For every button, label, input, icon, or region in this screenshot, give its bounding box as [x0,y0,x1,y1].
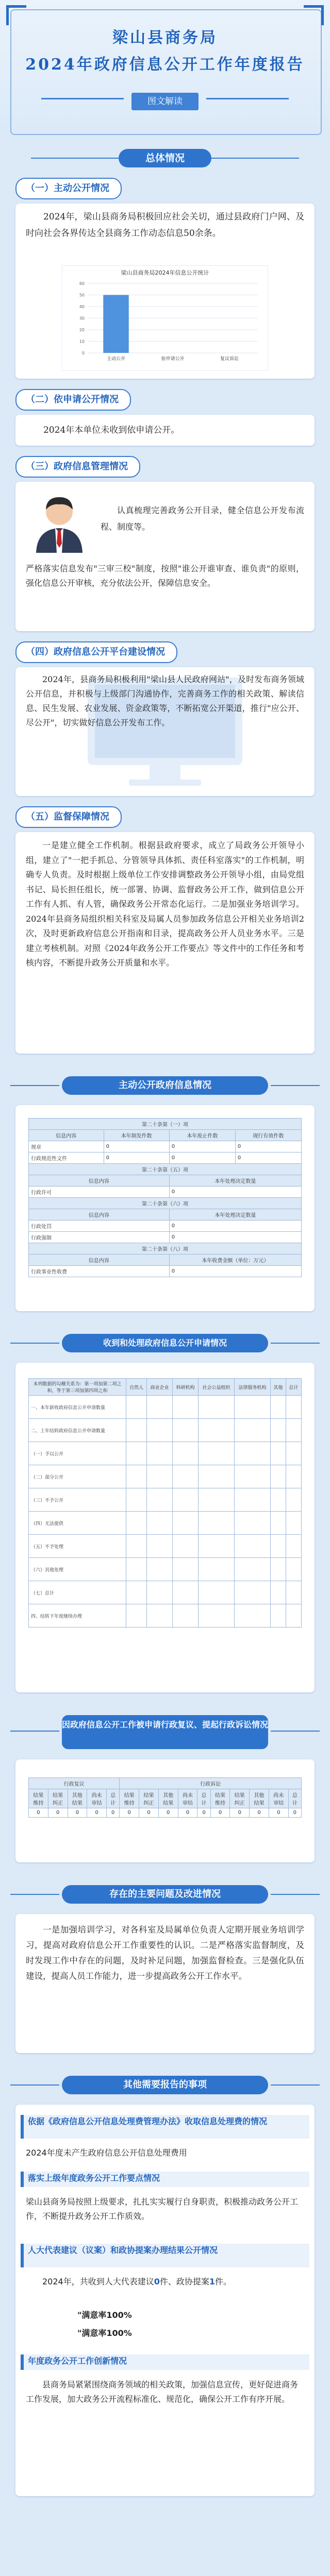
table-row: （四）无法提供 [29,1512,302,1535]
table-header: 结果纠正 [48,1789,68,1808]
table-row: 行政事业性收费 0 [29,1266,302,1277]
platform-card [15,667,315,796]
table-group-label: 第二十条第（一）项 [29,1118,302,1130]
chart-y-tick: 40 [79,304,85,309]
item-title-proposals: 人大代表建议（议案）和政协提案办理结果公开情况 [21,2244,309,2267]
table-header: 尚未审结 [269,1789,288,1808]
request-table [28,1378,302,1628]
table-header: 尚未审结 [87,1789,107,1808]
table-row: （五）不予处理 [29,1535,302,1558]
table-group-label: 第二十条第（八）项 [29,1243,302,1255]
supervision-text: 一是建立健全工作机制。根据县政府要求，成立了局政务公开领导小组，建立了"一把手抓总、分管领导具体抓、责任科室落实"的工作机制，明确专人负责。及时根据上级单位工作安排调整政务公开领导小组，由局党组书记、局长担任组长，统一部署、协调、监督政务公开工作，做到信息公开工作有人抓、有人管，确保政务公开常态化运行。二是加强业务培训学习。2024年县商务局组织相关科室及局属人员参加政务信息公开相关业务培训2次，及时更新政府信息公开指南和目录，提高政务公开人员业务水平。三是建立考核机制。对照《2024年政务公开工作要点》等文件中的工作任务和考核内容，不断提升政务公开质量和水平。 [26,840,304,968]
sub-title-supervision: （五）监督保障情况 [15,806,122,828]
table-header: 本年收费金额（单位：万元） [169,1255,301,1266]
table-header: 本年处理决定数量 [169,1175,301,1187]
divider [206,98,289,99]
chart-y-tick: 20 [79,328,85,332]
review-table-card [15,1759,315,1862]
org-title: 梁山县商务局 [112,29,218,47]
divider [41,98,124,99]
chart-y-tick: 0 [81,351,85,355]
table-header: 自然人 [126,1379,147,1396]
table-row: （一）予以公开 [29,1442,302,1465]
table-header: 总计 [107,1789,120,1808]
item-text-innovation: 县商务局紧紧围绕商务领域的相关政策，加强信息宣传，更好促进商务工作发展，加大政务公开流程标准化、规范化，确保公开工作有序开展。 [26,2380,299,2404]
section-title: 因政府信息公开工作被申请行政复议、提起行政诉讼情况 [62,1715,268,1749]
table-header: 信息内容 [29,1175,170,1187]
table-header: 商业企业 [147,1379,173,1396]
satisfaction-1: "满意率100% [77,2310,132,2320]
item-title-tasks: 落实上级年度政务公开工作要点情况 [21,2172,309,2187]
table-header: 总计 [197,1789,210,1808]
table-row: 行政强制 0 [29,1232,302,1243]
table-header: 结果纠正 [139,1789,159,1808]
table-header: 科研机构 [172,1379,198,1396]
corner-decoration [6,5,26,25]
table-group-label: 第二十条第（六）项 [29,1198,302,1209]
sub-title-platform: （四）政府信息公开平台建设情况 [15,641,177,663]
management-text-a: 认真梳理完善政务公开目录，健全信息公开发布流程、制度等。 [101,505,304,532]
table-row: 行政处罚 0 [29,1221,302,1232]
table-row: 四、结转下年度继续办理 [29,1604,302,1628]
active-text: 2024年，梁山县商务局积极回应社会关切，通过县政府门户网、及时向社会各界传达全县商务工作动态信息50余条。 [26,212,304,239]
item-title-fee: 依据《政府信息公开信息处理费管理办法》收取信息处理费的情况 [21,2115,309,2139]
table-group-label: 行政诉讼 [120,1778,302,1789]
chart-stats [62,265,268,371]
satisfaction-2: "满意率100% [77,2328,132,2338]
section-title: 收到和处理政府信息公开申请情况 [62,1334,268,1352]
table-header: 结果纠正 [230,1789,250,1808]
table-row: （二）部分公开 [29,1465,302,1488]
problems-text: 一是加强培训学习，对各科室及局属单位负责人定期开展业务培训学习，提高对政府信息公开工作重要性的认识。二是严格落实监督制度，及时发现工作中存在的问题，及时补足问题，加强监督检查。三是强化队伍建设，提高人员工作能力，进一步提高政务公开工作水平。 [26,1925,304,1981]
table-row: （三）不予公开 [29,1488,302,1512]
table-header: 其他结果 [68,1789,87,1808]
table-header: 信息内容 [29,1209,170,1221]
chart-x-tick: 依申请公开 [161,357,185,362]
table-row: （七）总计 [29,1581,302,1604]
platform-text: 2024年，县商务局积极利用"梁山县人民政府网站"，及时发布商务领域公开信息，并积极与上级部门沟通协作，完善商务工作的相关政策、解读信息、民生发展、农业发展、资金政策等，不断拓宽公开渠道，推行"应公开、尽公开"，切实做好信息公开发布工作。 [26,674,304,727]
table-header: 法律服务机构 [234,1379,270,1396]
chart-y-tick: 10 [79,339,85,344]
section-title: 总体情况 [119,149,211,167]
review-table [28,1777,302,1818]
active-table [28,1118,302,1277]
table-header: 其他 [270,1379,286,1396]
table-row: 行政规范性文件 0 0 0 [29,1153,302,1164]
table-header: 结果维持 [120,1789,139,1808]
section-banner-request-table [0,1332,330,1354]
chart-title: 梁山县商务局2024年信息公开统计 [121,269,209,276]
corner-decoration [304,5,324,25]
table-header: 本年废止件数 [169,1130,235,1141]
chart-bar [103,295,129,353]
table-row: 0 0 0 0 0 0 0 0 0 0 0 0 0 0 0 [29,1808,302,1818]
table-row: 行政许可 0 [29,1187,302,1198]
request-table-card [15,1363,315,1692]
section-title: 其他需要报告的事项 [62,2076,268,2094]
table-row: （六）其他处理 [29,1558,302,1581]
sub-title-request: （二）依申请公开情况 [15,389,131,411]
sub-title-active: （一）主动公开情况 [15,178,122,199]
table-row: 一、本年新收政府信息公开申请数量 [29,1396,302,1419]
table-header: 信息内容 [29,1255,170,1266]
chart-x-tick: 复议诉讼 [220,357,239,362]
table-header: 总计 [288,1789,301,1808]
chart-x-tick: 主动公开 [106,357,126,362]
report-header [0,0,330,139]
active-card [15,204,315,379]
graphic-interpretation-tag: 图文解读 [131,93,199,110]
table-header: 本年处理决定数量 [169,1209,301,1221]
request-card [15,415,315,446]
table-header: 结果维持 [29,1789,48,1808]
item-title-innovation: 年度政务公开工作创新情况 [21,2354,309,2370]
management-card [15,482,315,631]
supervision-card [15,832,315,1054]
section-banner-other [0,2074,330,2096]
table-header: 本列数据的勾稽关系为：第一项加第二项之和，等于第三项加第四项之和 [29,1379,126,1396]
table-header: 本年制发件数 [104,1130,169,1141]
item-text-tasks: 梁山县商务局按照上级要求，扎扎实实履行自身职责，积极推动政务公开工作，不断提升政务公开工作质效。 [26,2197,299,2221]
section-title: 主动公开政府信息情况 [62,1076,268,1095]
table-header: 尚未审结 [178,1789,197,1808]
table-header: 其他结果 [158,1789,178,1808]
sub-title-management: （三）政府信息管理情况 [15,456,140,478]
item-text-proposals: 2024年，共收到人大代表建议0件、政协提案1件。 [42,2277,232,2286]
other-card [15,2105,315,2496]
item-text-fee: 2024年度未产生政府信息公开信息处理费用 [26,2148,187,2158]
table-group-label: 第二十条第（五）项 [29,1164,302,1175]
section-banner-active-table [0,1074,330,1097]
section-title: 存在的主要问题及改进情况 [62,1885,268,1904]
person-icon [31,492,88,554]
problems-card [15,1914,315,2053]
table-header: 社会公益组织 [198,1379,234,1396]
chart-y-tick: 30 [79,316,85,321]
table-header: 其他结果 [250,1789,269,1808]
chart-bars [103,295,129,353]
chart-y-tick: 50 [79,293,85,298]
management-text-b: 严格落实信息发布"三审三校"制度，按照"谁公开谁审查、谁负责"的原则，强化信息公开审核，充分依法公开，保障信息安全。 [26,564,304,588]
table-header: 现行有效件数 [235,1130,301,1141]
section-banner-review-table [0,1713,330,1749]
section-banner-problems [0,1883,330,1906]
chart-y-tick: 60 [79,281,85,286]
table-row: 二、上年结转政府信息公开申请数量 [29,1419,302,1442]
table-header: 总计 [286,1379,301,1396]
table-group-label: 行政复议 [29,1778,120,1789]
active-table-card [15,1105,315,1311]
request-text: 2024年本单位未收到依申请公开。 [43,425,180,435]
table-header: 信息内容 [29,1130,104,1141]
section-banner-overview [0,147,330,170]
report-title: 2024年政府信息公开工作年度报告 [25,56,305,74]
table-header: 结果维持 [210,1789,230,1808]
table-row: 规章 0 0 0 [29,1141,302,1153]
